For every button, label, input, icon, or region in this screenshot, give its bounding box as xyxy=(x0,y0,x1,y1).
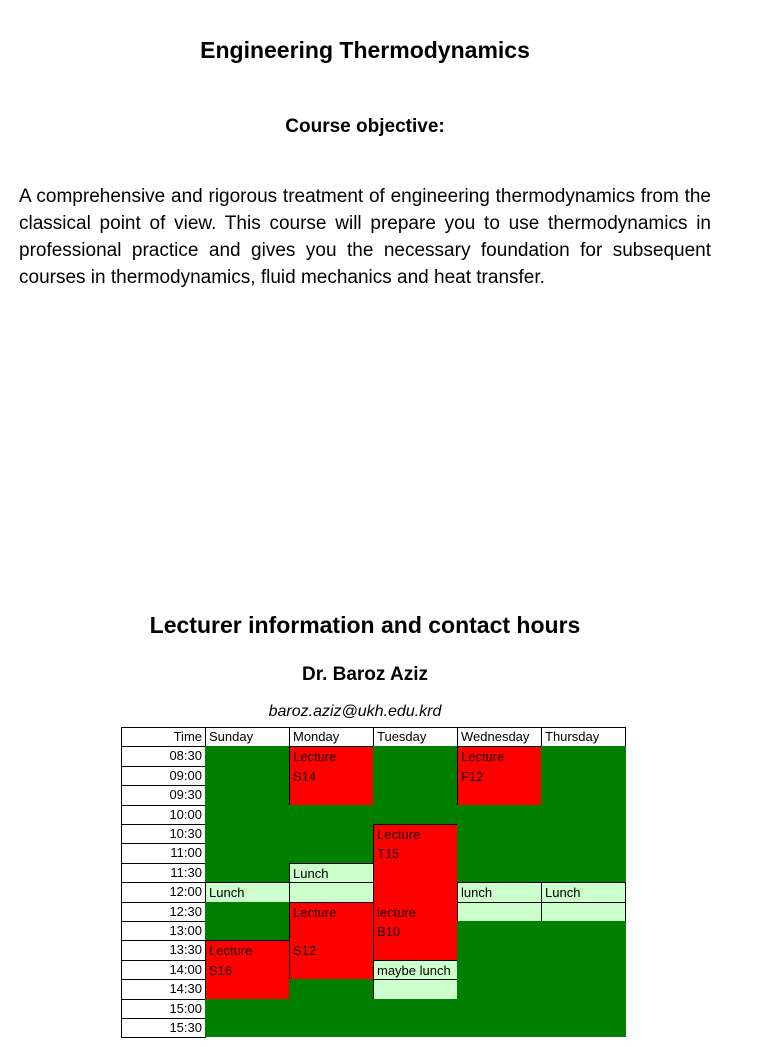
block-text-line: Lunch xyxy=(545,885,581,901)
time-slot: 09:30 xyxy=(121,785,206,805)
block-text-line: maybe lunch xyxy=(377,962,451,978)
time-slot: 09:00 xyxy=(121,766,206,786)
block-text-line: T15 xyxy=(377,846,400,862)
block-text-line xyxy=(377,864,454,883)
available-slot xyxy=(373,999,458,1038)
lecture-block xyxy=(205,940,290,999)
block-text-line: lunch xyxy=(461,885,493,901)
available-slot xyxy=(289,979,374,1037)
time-slot: 14:30 xyxy=(121,979,206,999)
lecturer-email[interactable]: baroz.aziz@ukh.edu.krd xyxy=(268,703,442,720)
block-text-line: Lecture xyxy=(461,749,505,765)
time-slot: 11:00 xyxy=(121,843,206,863)
time-slot: 08:30 xyxy=(121,746,206,766)
available-slot xyxy=(457,921,542,1037)
available-slot xyxy=(373,746,458,824)
block-text-line: Lecture xyxy=(293,749,337,765)
available-slot xyxy=(289,805,374,863)
block-text-line: Lecture xyxy=(209,943,253,959)
page-title: Engineering Thermodynamics xyxy=(200,37,530,63)
block-text-line: S16 xyxy=(209,962,233,978)
lecture-block xyxy=(457,746,542,805)
lunch-slot xyxy=(289,863,374,883)
block-text-line xyxy=(377,883,454,902)
day-header-tuesday: Tuesday xyxy=(373,727,458,747)
time-column-header: Time xyxy=(121,727,206,747)
block-text-line: B10 xyxy=(377,923,401,939)
time-slot: 13:30 xyxy=(121,940,206,960)
time-slot: 15:30 xyxy=(121,1018,206,1038)
time-slot: 15:00 xyxy=(121,999,206,1019)
available-slot xyxy=(541,921,626,1037)
block-text-line xyxy=(293,922,370,941)
block-text-line: F12 xyxy=(461,768,484,784)
available-slot xyxy=(205,746,290,882)
lunch-slot xyxy=(541,882,626,902)
day-header-thursday: Thursday xyxy=(541,727,626,747)
time-slot: 10:00 xyxy=(121,805,206,825)
lecture-block xyxy=(289,746,374,805)
time-slot: 13:00 xyxy=(121,921,206,941)
block-text-line: lecture xyxy=(377,904,417,920)
time-slot: 12:00 xyxy=(121,882,206,902)
time-slot: 14:00 xyxy=(121,960,206,980)
lunch-slot xyxy=(457,882,542,902)
lecture-block xyxy=(373,824,458,961)
day-header-monday: Monday xyxy=(289,727,374,747)
lunch-slot xyxy=(289,882,374,902)
available-slot xyxy=(205,902,290,941)
block-text-line: Lecture xyxy=(293,904,337,920)
block-text-line: S14 xyxy=(293,768,317,784)
block-text-line: Lunch xyxy=(209,885,245,901)
lecture-block xyxy=(289,902,374,981)
lunch-slot xyxy=(373,979,458,999)
lunch-slot xyxy=(457,902,542,922)
lunch-slot xyxy=(373,960,458,980)
available-slot xyxy=(457,805,542,883)
time-slot: 11:30 xyxy=(121,863,206,883)
lunch-slot xyxy=(541,902,626,922)
block-text-line: S12 xyxy=(293,943,317,959)
day-header-sunday: Sunday xyxy=(205,727,290,747)
objective-paragraph: A comprehensive and rigorous treatment of engineering thermodynamics from the classical point of view. This course will prepare you to use thermodynamics in professional practice and gives you the necessary foundation for subsequent courses in thermodynamics, fluid mechanics and heat transfer. xyxy=(19,186,711,288)
time-slot: 12:30 xyxy=(121,902,206,922)
contact-hours-table xyxy=(121,727,625,1047)
block-text-line: Lunch xyxy=(293,865,329,881)
available-slot xyxy=(541,746,626,882)
lecturer-section-heading: Lecturer information and contact hours xyxy=(149,612,581,638)
block-text-line: Lecture xyxy=(377,827,421,842)
available-slot xyxy=(205,999,290,1038)
time-slot: 10:30 xyxy=(121,824,206,844)
lecturer-name: Dr. Baroz Aziz xyxy=(302,664,428,685)
day-header-wednesday: Wednesday xyxy=(457,727,542,747)
lunch-slot xyxy=(205,882,290,902)
objective-heading: Course objective: xyxy=(285,116,445,137)
